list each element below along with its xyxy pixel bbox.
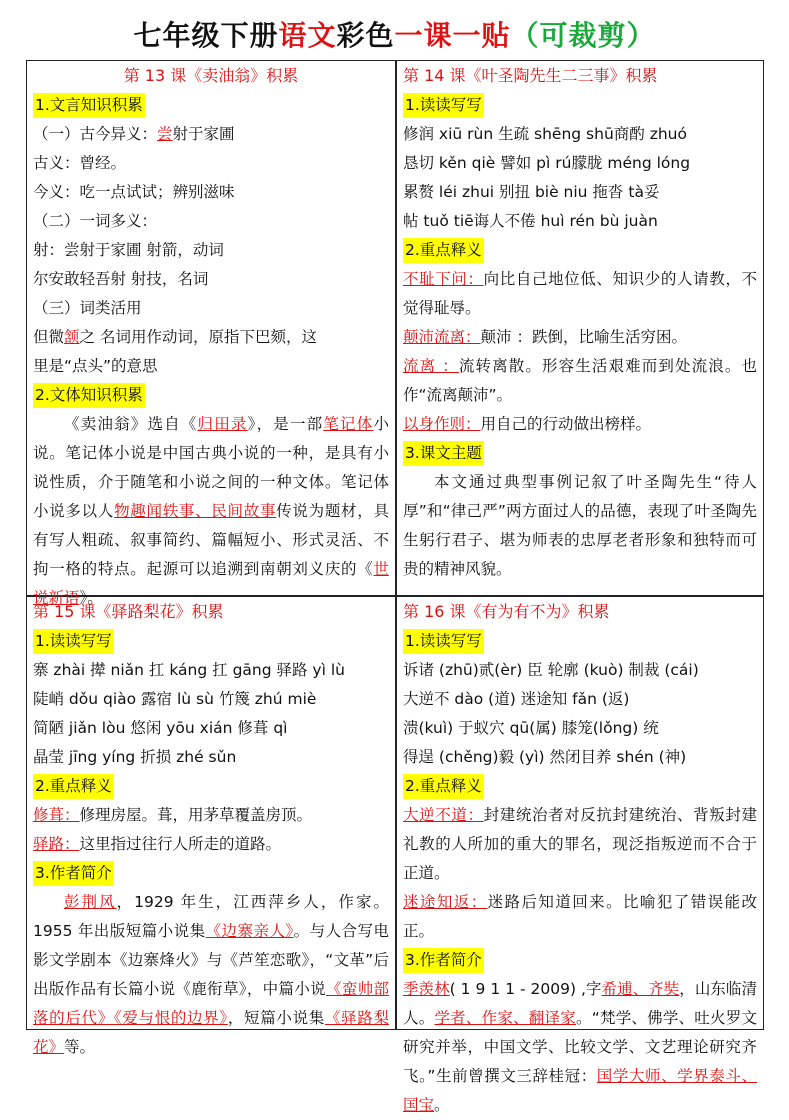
l13-she-2: 尔安敢轻吾射 射技，名词 bbox=[33, 270, 209, 288]
l15-words-2: 陡峭 dǒu qiào 露宿 lù sù 竹篾 zhú miè bbox=[33, 690, 317, 708]
l15-def-1-term: 修葺： bbox=[33, 806, 80, 824]
l15-author-7: 等。 bbox=[64, 1038, 96, 1056]
l15-words-1: 寨 zhài 撵 niǎn 扛 káng 扛 gāng 驿路 yì lù bbox=[33, 661, 345, 679]
l14-def-3 bbox=[403, 352, 757, 410]
lesson-14-title: 第 14 课《叶圣陶先生二三事》积累 bbox=[403, 66, 658, 85]
l15-author-name: 彭荆风 bbox=[64, 893, 117, 911]
lesson-15-section-3: 3.作者简介 bbox=[33, 861, 114, 886]
lesson-15-section-2: 2.重点释义 bbox=[33, 774, 114, 799]
page-title bbox=[0, 16, 789, 56]
l16-author bbox=[403, 975, 757, 1120]
l15-author bbox=[33, 888, 389, 1062]
l16-words-2: 大逆不 dào (道) 迷途知 fǎn (返) bbox=[403, 690, 630, 708]
l16-author-roles: 学者、作家、翻译家 bbox=[434, 1009, 576, 1027]
l16-words-3: 溃(kuì) 于蚁穴 qū(属) 膝笼(lǒng) 统 bbox=[403, 719, 659, 737]
l15-def-1-text: 修理房屋。葺，用茅草覆盖房顶。 bbox=[79, 806, 313, 824]
l15-def-2 bbox=[33, 830, 389, 859]
l13-jinyi: 今义：吃一点试试；辨别滋味 bbox=[33, 183, 235, 201]
l13-cilei-line bbox=[33, 323, 389, 352]
l14-words-4: 帖 tuǒ tiē诲人不倦 huì rén bù juàn bbox=[403, 212, 658, 230]
l13-cilei-a: 但微 bbox=[33, 328, 65, 346]
l13-p-a: 《卖油翁》选自《 bbox=[64, 415, 198, 433]
l14-def-1 bbox=[403, 265, 757, 323]
l14-def-4 bbox=[403, 410, 757, 439]
l13-guyi: 古义：曾经。 bbox=[33, 154, 127, 172]
l16-def-1-term: 大逆不道： bbox=[403, 806, 484, 824]
l16-author-titles: 国学大师、学界泰斗、国宝 bbox=[403, 1067, 757, 1114]
title-part-subject: 语文 bbox=[278, 19, 337, 52]
l16-author-5: 。“梵学、佛学、吐火罗文研究并举，中国文学、比较文学、文艺理论研究齐飞。”生前曾撰文三辞桂冠： bbox=[403, 1009, 757, 1085]
l14-def-3-term: 流离 ： bbox=[403, 357, 459, 375]
l13-p-g: 传说为题材，具有写人粗疏、叙事简约、篇幅短小、形式灵活、不拘一格的特点。起源可以追溯到南朝刘义庆的《 bbox=[33, 502, 389, 578]
title-part-onelesson: 一课一贴 bbox=[394, 19, 511, 52]
l14-theme: 本文通过典型事例记叙了叶圣陶先生“待人厚”和“律己严”两方面过人的品德，表现了叶圣陶先生躬行君子、堪为师表的忠厚老者形象和独特而可贵的精神风貌。 bbox=[403, 473, 757, 578]
l13-p-i: 》。 bbox=[79, 589, 103, 607]
lesson-16-section-2: 2.重点释义 bbox=[403, 774, 484, 799]
lesson-16-card bbox=[397, 597, 763, 1114]
title-part-cuttable: （可裁剪） bbox=[510, 19, 656, 52]
l13-p-origin: 世说新语 bbox=[33, 560, 389, 607]
lesson-15-card bbox=[27, 597, 395, 1056]
lesson-13-section-1: 1.文言知识积累 bbox=[33, 93, 145, 118]
lesson-14-section-3: 3.课文主题 bbox=[403, 441, 484, 466]
lesson-grid bbox=[26, 60, 764, 1114]
l13-gujin-rest: 射于家圃 bbox=[172, 125, 235, 143]
l16-author-name: 季羡林 bbox=[403, 980, 450, 998]
l15-def-1 bbox=[33, 801, 389, 830]
l14-def-2-text: 颠沛 ：跌倒，比喻生活穷困。 bbox=[480, 328, 687, 346]
l16-words-1: 诉诸 (zhū)贰(èr) 臣 轮廓 (kuò) 制裁 (cái) bbox=[403, 661, 699, 679]
l15-author-5: ，短篇小说集 bbox=[227, 1009, 325, 1027]
l13-gujin-label: （一）古今异义： bbox=[33, 125, 158, 143]
l13-cilei-c: 里是“点头”的意思 bbox=[33, 357, 158, 375]
l16-def-2-term: 迷途知返： bbox=[403, 893, 488, 911]
l13-p-source: 归田录 bbox=[197, 415, 248, 433]
l14-def-2 bbox=[403, 323, 757, 352]
lesson-15-section-1: 1.读读写写 bbox=[33, 629, 114, 654]
l15-words-4: 晶莹 jīng yíng 折损 zhé sǔn bbox=[33, 748, 237, 766]
title-part-grade: 七年级下册 bbox=[133, 19, 279, 52]
l16-def-1 bbox=[403, 801, 757, 888]
l16-author-style-name: 希逋、齐奘 bbox=[601, 980, 680, 998]
title-part-color: 彩色 bbox=[336, 19, 395, 52]
l13-gujin-line bbox=[33, 120, 389, 149]
lesson-14-card bbox=[397, 61, 763, 595]
l16-def-2-text: 迷路后知道回来。比喻犯了错误能改正。 bbox=[403, 893, 757, 940]
l16-author-7: 。 bbox=[434, 1096, 450, 1114]
l15-def-2-term: 驿路： bbox=[33, 835, 80, 853]
l15-author-3: 。与人合写电影文学剧本《边寨烽火》与《芦笙恋歌》，“文革”后出版作品有长篇小说《鹿衔草》，中篇小说 bbox=[33, 922, 389, 998]
l13-p-genre: 笔记体 bbox=[323, 415, 374, 433]
lesson-13-title: 第 13 课《卖油翁》积累 bbox=[123, 66, 299, 85]
lesson-13-card bbox=[27, 61, 395, 607]
l16-author-1: ( 1 9 1 1 - 2009) ,字 bbox=[449, 980, 602, 998]
l14-words-3: 累赘 léi zhui 别扭 biè niu 拖沓 tà妥 bbox=[403, 183, 660, 201]
l14-def-3-text: 流转离散。形容生活艰难而到处流浪。也作“流离颠沛”。 bbox=[403, 357, 757, 404]
l14-def-4-text: 用自己的行动做出榜样。 bbox=[480, 415, 652, 433]
l16-words-4: 得逞 (chěng)毅 (yì) 然闭目养 shén (神) bbox=[403, 748, 687, 766]
lesson-14-section-1: 1.读读写写 bbox=[403, 93, 484, 118]
l16-author-3: ，山东临清人。 bbox=[403, 980, 757, 1027]
l14-def-4-term: 以身作则： bbox=[403, 415, 481, 433]
l13-gujin-word: 尝 bbox=[157, 125, 173, 143]
l13-genre-paragraph bbox=[33, 410, 389, 613]
l13-cilei-word: 颔 bbox=[64, 328, 80, 346]
l16-def-1-text: 封建统治者对反抗封建统治、背叛封建礼教的人所加的重大的罪名，现泛指叛逆而不合于正道。 bbox=[403, 806, 757, 882]
l16-def-2 bbox=[403, 888, 757, 946]
lesson-16-section-1: 1.读读写写 bbox=[403, 629, 484, 654]
l15-words-3: 简陋 jiǎn lòu 悠闲 yōu xián 修葺 qì bbox=[33, 719, 288, 737]
l13-she-1: 射：尝射于家圃 射箭，动词 bbox=[33, 241, 224, 259]
l14-words-1: 修润 xiū rùn 生疏 shēng shū商酌 zhuó bbox=[403, 125, 687, 143]
lesson-15-title: 第 15 课《驿路梨花》积累 bbox=[33, 602, 224, 621]
l15-author-1: ，1929 年生，江西萍乡人，作家。1955 年出版短篇小说集 bbox=[33, 893, 389, 940]
l13-cilei-label: （三）词类活用 bbox=[33, 299, 142, 317]
l13-p-topics: 物趣闻轶事、民间故事 bbox=[114, 502, 277, 520]
l14-def-1-text: 向比自己地位低、知识少的人请教，不觉得耻辱。 bbox=[403, 270, 757, 317]
l15-author-work-1: 《边寨亲人》 bbox=[205, 922, 294, 940]
l15-author-work-3: 《驿路梨花》 bbox=[33, 1009, 389, 1056]
l13-p-e: 小说。笔记体小说是中国古典小说的一种，是具有小说性质，介于随笔和小说之间的一种文体。笔记体小说多以人 bbox=[33, 415, 389, 520]
lesson-16-section-3: 3.作者简介 bbox=[403, 948, 484, 973]
l14-words-2: 恳切 kěn qiè 譬如 pì rú朦胧 méng lóng bbox=[403, 154, 691, 172]
l15-def-2-text: 这里指过往行人所走的道路。 bbox=[79, 835, 282, 853]
l14-def-2-term: 颠沛流离： bbox=[403, 328, 481, 346]
lesson-16-title: 第 16 课《有为有不为》积累 bbox=[403, 602, 610, 621]
l14-def-1-term: 不耻下问： bbox=[403, 270, 484, 288]
lesson-13-section-2: 2.文体知识积累 bbox=[33, 383, 145, 408]
l15-author-work-2: 《蛮帅部落的后代》《爱与恨的边界》 bbox=[33, 980, 389, 1027]
lesson-14-section-2: 2.重点释义 bbox=[403, 238, 484, 263]
l13-yici-label: （二）一词多义： bbox=[33, 212, 158, 230]
l13-cilei-b: 之 名词用作动词，原指下巴颏，这 bbox=[79, 328, 317, 346]
l13-p-c: 》，是一部 bbox=[247, 415, 324, 433]
